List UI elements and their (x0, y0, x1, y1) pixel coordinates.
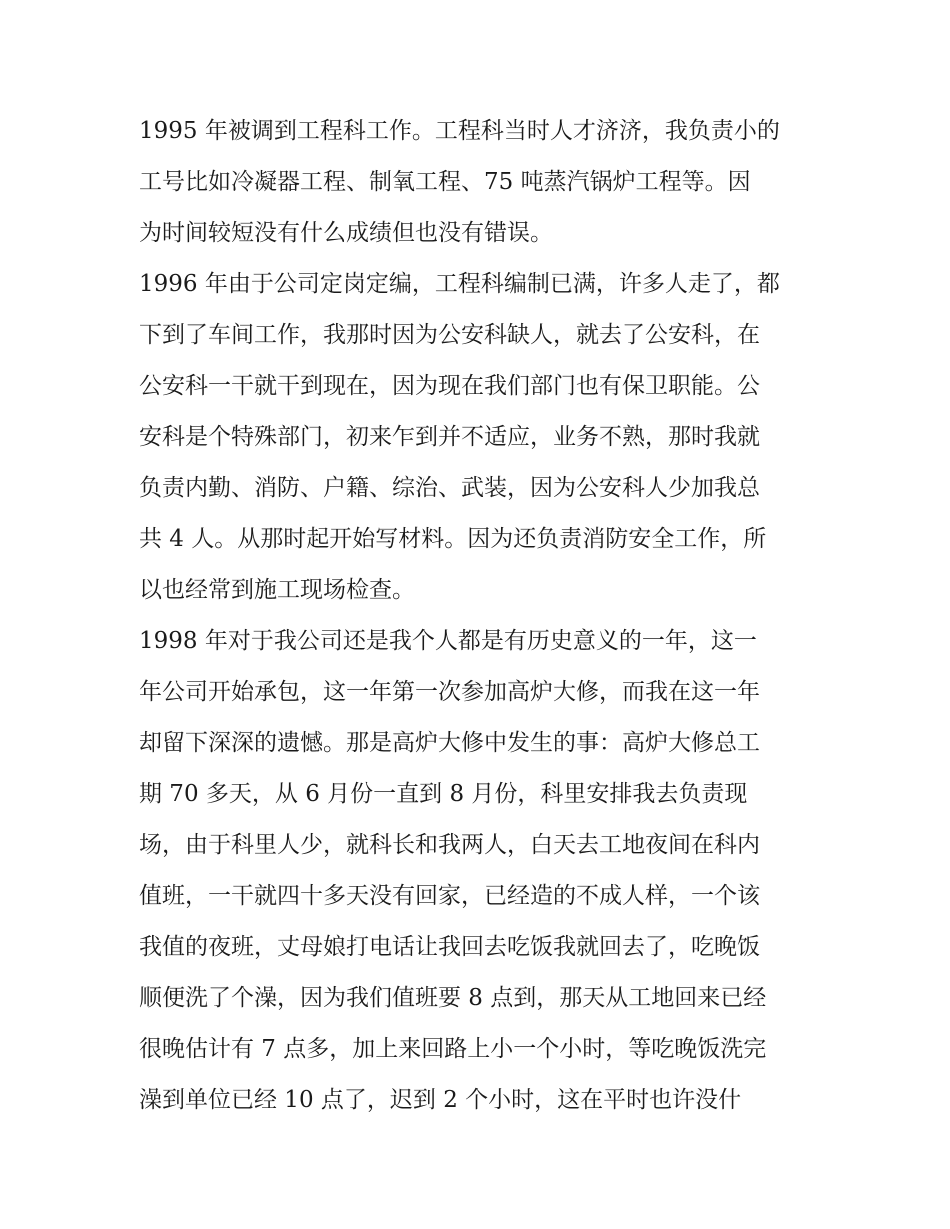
text-line: 澡到单位已经 10 点了，迟到 2 个小时，这在平时也许没什 (139, 1087, 742, 1113)
text-line: 我值的夜班，丈母娘打电话让我回去吃饭我就回去了，吃晚饭 (139, 934, 760, 960)
text-line: 却留下深深的遗憾。那是高炉大修中发生的事：高炉大修总工 (139, 730, 760, 756)
text-line: 1995 年被调到工程科工作。工程科当时人才济济，我负责小的 (139, 118, 780, 144)
text-line: 公安科一干就干到现在，因为现在我们部门也有保卫职能。公 (139, 373, 760, 399)
text-line: 1998 年对于我公司还是我个人都是有历史意义的一年，这一 (139, 628, 757, 654)
text-line: 共 4 人。从那时起开始写材料。因为还负责消防安全工作，所 (139, 526, 767, 552)
text-line: 1996 年由于公司定岗定编，工程科编制已满，许多人走了，都 (139, 271, 780, 297)
text-line: 安科是个特殊部门，初来乍到并不适应，业务不熟，那时我就 (139, 424, 760, 450)
text-line: 顺便洗了个澡，因为我们值班要 8 点到，那天从工地回来已经 (139, 985, 767, 1011)
text-line: 场，由于科里人少，就科长和我两人，白天去工地夜间在科内 (139, 832, 760, 858)
text-line: 工号比如冷凝器工程、制氧工程、75 吨蒸汽锅炉工程等。因 (139, 169, 751, 195)
body-text (139, 106, 829, 1126)
text-line: 年公司开始承包，这一年第一次参加高炉大修，而我在这一年 (139, 679, 760, 705)
text-line: 下到了车间工作，我那时因为公安科缺人，就去了公安科，在 (139, 322, 760, 348)
text-line: 值班，一干就四十多天没有回家，已经造的不成人样，一个该 (139, 883, 760, 909)
text-line: 以也经常到施工现场检查。 (139, 577, 415, 603)
text-line: 很晚估计有 7 点多，加上来回路上小一个小时，等吃晚饭洗完 (139, 1036, 767, 1062)
text-line: 期 70 多天，从 6 月份一直到 8 月份，科里安排我去负责现 (139, 781, 748, 807)
text-line: 为时间较短没有什么成绩但也没有错误。 (139, 220, 553, 246)
text-line: 负责内勤、消防、户籍、综治、武装，因为公安科人少加我总 (139, 475, 760, 501)
